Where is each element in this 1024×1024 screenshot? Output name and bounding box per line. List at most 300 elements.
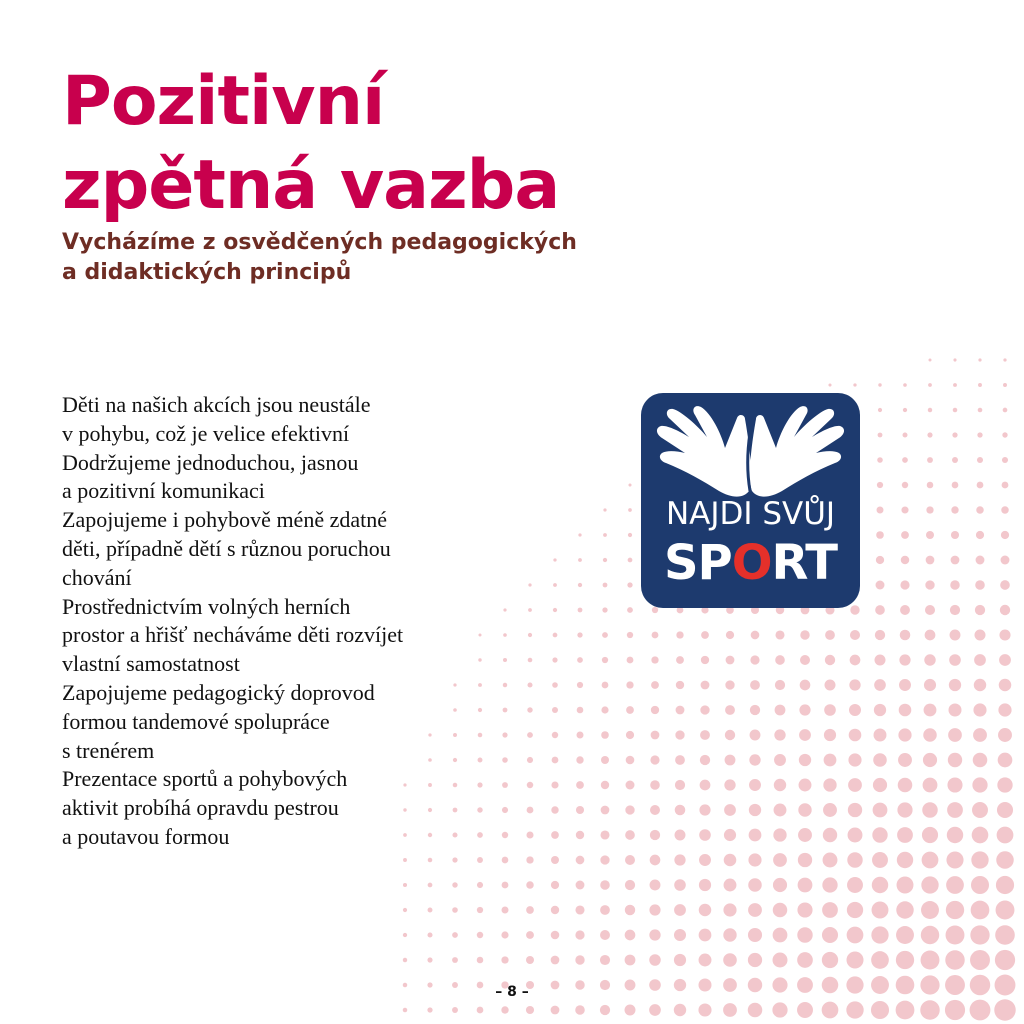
page-subtitle-line-2: a didaktických principů: [62, 260, 352, 285]
decorative-dot: [649, 954, 661, 966]
decorative-dot: [896, 1001, 915, 1020]
decorative-dot: [477, 832, 483, 838]
decorative-dot: [651, 681, 659, 689]
decorative-dot: [453, 733, 457, 737]
decorative-dot: [452, 932, 458, 938]
decorative-dot: [847, 927, 864, 944]
decorative-dot: [502, 857, 509, 864]
decorative-dot: [551, 881, 559, 889]
logo-text-o-accent: O: [731, 535, 772, 591]
decorative-dot: [428, 883, 433, 888]
decorative-dot: [1000, 580, 1010, 590]
decorative-dot: [602, 607, 607, 612]
decorative-dot: [847, 852, 862, 867]
decorative-dot: [576, 756, 583, 763]
decorative-dot: [526, 931, 534, 939]
decorative-dot: [403, 958, 407, 962]
decorative-dot: [871, 926, 888, 943]
decorative-dot: [1003, 408, 1008, 413]
decorative-dot: [949, 704, 962, 717]
decorative-dot: [552, 682, 558, 688]
decorative-dot: [403, 933, 407, 937]
decorative-dot: [824, 754, 837, 767]
decorative-dot: [971, 851, 988, 868]
decorative-dot: [877, 457, 883, 463]
decorative-dot: [551, 931, 560, 940]
body-line: v pohybu, což je velice efektivní: [62, 420, 350, 446]
decorative-dot: [798, 803, 811, 816]
decorative-dot: [528, 608, 532, 612]
decorative-dot: [626, 781, 635, 790]
decorative-dot: [951, 556, 960, 565]
decorative-dot: [477, 807, 482, 812]
page-number: – 8 –: [495, 984, 529, 1000]
decorative-dot: [999, 629, 1010, 640]
decorative-dot: [871, 951, 889, 969]
decorative-dot: [921, 901, 939, 919]
decorative-dot: [652, 632, 659, 639]
decorative-dot: [846, 951, 863, 968]
decorative-dot: [527, 807, 534, 814]
decorative-dot: [723, 928, 736, 941]
decorative-dot: [748, 928, 762, 942]
decorative-dot: [403, 833, 407, 837]
decorative-dot: [428, 808, 432, 812]
decorative-dot: [900, 630, 911, 641]
decorative-dot: [877, 482, 883, 488]
decorative-dot: [526, 881, 534, 889]
decorative-dot: [625, 930, 636, 941]
decorative-dot: [700, 705, 709, 714]
decorative-dot: [952, 432, 957, 437]
decorative-dot: [822, 977, 839, 994]
decorative-dot: [576, 806, 584, 814]
decorative-dot: [501, 956, 508, 963]
decorative-dot: [876, 531, 884, 539]
decorative-dot: [947, 827, 963, 843]
decorative-dot: [575, 930, 584, 939]
decorative-dot: [478, 683, 482, 687]
decorative-dot: [501, 906, 508, 913]
decorative-dot: [823, 853, 838, 868]
decorative-dot: [750, 730, 761, 741]
decorative-dot: [427, 932, 432, 937]
decorative-dot: [847, 877, 863, 893]
decorative-dot: [502, 832, 508, 838]
decorative-dot: [945, 975, 965, 995]
decorative-dot: [974, 654, 986, 666]
decorative-dot: [953, 408, 958, 413]
decorative-dot: [970, 975, 990, 995]
decorative-dot: [872, 827, 887, 842]
decorative-dot: [951, 506, 958, 513]
decorative-dot: [799, 754, 811, 766]
decorative-dot: [503, 683, 507, 687]
decorative-dot: [601, 706, 608, 713]
decorative-dot: [651, 731, 660, 740]
decorative-dot: [749, 804, 761, 816]
decorative-dot: [674, 1004, 686, 1016]
decorative-dot: [997, 777, 1012, 792]
decorative-dot: [901, 531, 909, 539]
decorative-dot: [822, 877, 837, 892]
decorative-dot: [925, 630, 936, 641]
decorative-dot: [478, 733, 483, 738]
decorative-dot: [699, 854, 711, 866]
decorative-dot: [552, 732, 558, 738]
decorative-dot: [428, 783, 432, 787]
decorative-dot: [551, 781, 558, 788]
decorative-dot: [927, 432, 932, 437]
decorative-dot: [403, 883, 407, 887]
decorative-dot: [1002, 482, 1009, 489]
decorative-dot: [724, 854, 737, 867]
decorative-dot: [846, 976, 863, 993]
body-line: formou tandemové spolupráce: [62, 708, 330, 734]
decorative-dot: [526, 856, 533, 863]
decorative-dot: [724, 829, 736, 841]
decorative-dot: [453, 808, 458, 813]
decorative-dot: [453, 708, 457, 712]
decorative-dot: [896, 901, 913, 918]
decorative-dot: [947, 777, 962, 792]
decorative-dot: [477, 882, 483, 888]
page-title: [62, 60, 559, 228]
decorative-dot: [978, 408, 983, 413]
decorative-dot: [928, 358, 931, 361]
decorative-dot: [477, 857, 483, 863]
decorative-dot: [773, 903, 787, 917]
decorative-dot: [902, 432, 907, 437]
decorative-dot: [923, 778, 938, 793]
decorative-dot: [927, 457, 933, 463]
body-line: aktivit probíhá opravdu pestrou: [62, 795, 339, 821]
decorative-dot: [996, 901, 1015, 920]
decorative-dot: [578, 608, 583, 613]
decorative-dot: [748, 878, 762, 892]
decorative-dot: [926, 556, 935, 565]
decorative-dot: [900, 580, 909, 589]
logo-text-rt: RT: [771, 535, 838, 591]
decorative-dot: [551, 856, 559, 864]
decorative-dot: [978, 358, 981, 361]
decorative-dot: [973, 703, 986, 716]
decorative-dot: [849, 729, 862, 742]
decorative-dot: [975, 605, 985, 615]
decorative-dot: [774, 754, 786, 766]
decorative-dot: [970, 925, 989, 944]
decorative-dot: [403, 808, 406, 811]
decorative-dot: [701, 656, 709, 664]
decorative-dot: [477, 782, 482, 787]
decorative-dot: [950, 630, 961, 641]
decorative-dot: [649, 979, 661, 991]
decorative-dot: [723, 903, 736, 916]
decorative-dot: [953, 383, 957, 387]
decorative-dot: [503, 658, 507, 662]
decorative-dot: [923, 753, 937, 767]
decorative-dot: [928, 383, 932, 387]
decorative-dot: [922, 802, 938, 818]
body-line: prostor a hřišť necháváme děti rozvíjet: [62, 622, 404, 648]
decorative-dot: [602, 632, 608, 638]
decorative-dot: [650, 880, 661, 891]
decorative-dot: [824, 704, 836, 716]
decorative-dot: [428, 908, 433, 913]
decorative-dot: [825, 680, 836, 691]
decorative-dot: [600, 930, 610, 940]
decorative-dot: [900, 605, 910, 615]
body-line: a poutavou formou: [62, 823, 230, 849]
decorative-dot: [953, 358, 956, 361]
decorative-dot: [699, 804, 710, 815]
decorative-dot: [921, 951, 940, 970]
decorative-dot: [973, 753, 988, 768]
decorative-dot: [926, 506, 933, 513]
decorative-dot: [800, 655, 810, 665]
decorative-dot: [975, 580, 985, 590]
decorative-dot: [724, 804, 736, 816]
decorative-dot: [945, 950, 964, 969]
decorative-dot: [772, 977, 787, 992]
body-line: s trenérem: [62, 737, 155, 763]
decorative-dot: [797, 902, 812, 917]
decorative-dot: [627, 582, 632, 587]
decorative-dot: [477, 1007, 484, 1014]
decorative-dot: [977, 482, 984, 489]
decorative-dot: [952, 482, 959, 489]
decorative-dot: [403, 783, 406, 786]
decorative-dot: [577, 657, 583, 663]
body-line: děti, případně dětí s různou poruchou: [62, 535, 391, 561]
decorative-dot: [925, 580, 934, 589]
decorative-dot: [575, 1005, 585, 1015]
decorative-dot: [996, 876, 1014, 894]
decorative-dot: [874, 679, 886, 691]
decorative-dot: [899, 679, 911, 691]
decorative-dot: [971, 901, 990, 920]
decorative-dot: [603, 558, 607, 562]
body-line: vlastní samostatnost: [62, 651, 240, 677]
decorative-dot: [925, 605, 935, 615]
decorative-dot: [625, 980, 636, 991]
decorative-dot: [775, 680, 785, 690]
decorative-dot: [976, 506, 983, 513]
decorative-dot: [428, 733, 431, 736]
decorative-dot: [952, 457, 958, 463]
body-text: [62, 391, 403, 852]
decorative-dot: [527, 707, 532, 712]
decorative-dot: [1001, 506, 1009, 514]
decorative-dot: [601, 731, 609, 739]
decorative-dot: [922, 852, 939, 869]
decorative-dot: [977, 432, 982, 437]
decorative-dot: [903, 383, 907, 387]
decorative-dot: [872, 877, 888, 893]
decorative-dot: [625, 905, 635, 915]
decorative-dot: [477, 907, 483, 913]
decorative-dot: [823, 778, 836, 791]
decorative-dot: [896, 951, 914, 969]
decorative-dot: [948, 728, 962, 742]
decorative-dot: [603, 508, 606, 511]
decorative-dot: [723, 1003, 737, 1017]
decorative-dot: [897, 852, 913, 868]
decorative-dot: [749, 829, 762, 842]
decorative-dot: [674, 929, 686, 941]
decorative-dot: [625, 805, 634, 814]
decorative-dot: [822, 902, 838, 918]
decorative-dot: [897, 877, 914, 894]
decorative-dot: [553, 633, 558, 638]
decorative-dot: [998, 753, 1013, 768]
decorative-dot: [920, 1000, 939, 1019]
decorative-dot: [603, 583, 608, 588]
decorative-dot: [950, 580, 960, 590]
decorative-dot: [849, 704, 861, 716]
decorative-dot: [625, 955, 636, 966]
decorative-dot: [972, 777, 987, 792]
decorative-dot: [896, 926, 914, 944]
decorative-dot: [898, 778, 913, 793]
decorative-dot: [1001, 556, 1010, 565]
decorative-dot: [578, 558, 582, 562]
decorative-dot: [576, 881, 585, 890]
decorative-dot: [850, 655, 861, 666]
decorative-dot: [848, 828, 863, 843]
decorative-dot: [898, 728, 911, 741]
decorative-dot: [502, 807, 508, 813]
decorative-dot: [477, 957, 484, 964]
decorative-dot: [452, 882, 457, 887]
decorative-dot: [999, 679, 1012, 692]
decorative-dot: [797, 927, 812, 942]
decorative-dot: [700, 755, 710, 765]
decorative-dot: [875, 605, 885, 615]
decorative-dot: [726, 656, 735, 665]
decorative-dot: [676, 631, 683, 638]
decorative-dot: [775, 705, 786, 716]
decorative-dot: [871, 1001, 889, 1019]
decorative-dot: [797, 952, 813, 968]
page-title-line-2: zpětná vazba: [62, 146, 560, 225]
decorative-dot: [452, 907, 458, 913]
decorative-dot: [945, 1000, 965, 1020]
decorative-dot: [774, 804, 787, 817]
decorative-dot: [501, 1006, 508, 1013]
decorative-dot: [798, 878, 813, 893]
decorative-dot: [946, 901, 964, 919]
decorative-dot: [403, 858, 407, 862]
decorative-dot: [902, 482, 908, 488]
decorative-dot: [874, 704, 886, 716]
decorative-dot: [626, 731, 634, 739]
decorative-dot: [848, 778, 862, 792]
decorative-dot: [452, 957, 458, 963]
decorative-dot: [799, 729, 811, 741]
decorative-dot: [553, 583, 557, 587]
decorative-dot: [977, 457, 983, 463]
decorative-dot: [928, 408, 932, 412]
decorative-dot: [628, 558, 633, 563]
decorative-dot: [602, 682, 609, 689]
decorative-dot: [627, 607, 633, 613]
decorative-dot: [978, 383, 982, 387]
decorative-dot: [976, 556, 985, 565]
decorative-dot: [551, 1006, 560, 1015]
decorative-dot: [528, 583, 531, 586]
decorative-dot: [649, 904, 660, 915]
decorative-dot: [477, 932, 483, 938]
decorative-dot: [999, 654, 1011, 666]
decorative-dot: [873, 778, 887, 792]
decorative-dot: [876, 581, 885, 590]
decorative-dot: [994, 999, 1015, 1020]
decorative-dot: [748, 853, 761, 866]
decorative-dot: [824, 729, 836, 741]
decorative-dot: [428, 833, 432, 837]
decorative-dot: [553, 608, 557, 612]
decorative-dot: [800, 680, 811, 691]
decorative-dot: [773, 828, 786, 841]
decorative-dot: [453, 683, 456, 686]
decorative-dot: [749, 779, 761, 791]
decorative-dot: [674, 954, 686, 966]
decorative-dot: [750, 655, 759, 664]
decorative-dot: [428, 858, 433, 863]
decorative-dot: [922, 827, 938, 843]
decorative-dot: [674, 879, 686, 891]
decorative-dot: [502, 882, 509, 889]
body-line: Prezentace sportů a pohybových: [62, 766, 348, 792]
decorative-dot: [701, 681, 710, 690]
decorative-dot: [972, 802, 988, 818]
decorative-dot: [926, 531, 934, 539]
decorative-dot: [628, 533, 632, 537]
decorative-dot: [576, 781, 584, 789]
decorative-dot: [723, 953, 737, 967]
decorative-dot: [748, 978, 762, 992]
decorative-dot: [602, 657, 608, 663]
decorative-dot: [995, 950, 1015, 970]
decorative-dot: [1003, 358, 1006, 361]
decorative-dot: [627, 632, 633, 638]
decorative-dot: [700, 730, 710, 740]
decorative-dot: [477, 982, 484, 989]
decorative-dot: [946, 851, 963, 868]
decorative-dot: [675, 805, 686, 816]
body-line: Prostřednictvím volných herních: [62, 593, 351, 619]
decorative-dot: [527, 757, 533, 763]
decorative-dot: [873, 803, 888, 818]
decorative-dot: [877, 507, 884, 514]
decorative-dot: [528, 633, 532, 637]
decorative-dot: [625, 855, 635, 865]
decorative-dot: [726, 631, 734, 639]
decorative-dot: [553, 558, 556, 561]
decorative-dot: [947, 802, 963, 818]
decorative-dot: [921, 876, 938, 893]
decorative-dot: [403, 983, 408, 988]
decorative-dot: [699, 954, 712, 967]
decorative-dot: [825, 630, 835, 640]
decorative-dot: [773, 928, 788, 943]
decorative-dot: [972, 827, 989, 844]
decorative-dot: [772, 1002, 787, 1017]
decorative-dot: [725, 705, 735, 715]
decorative-dot: [903, 408, 907, 412]
decorative-dot: [626, 681, 633, 688]
